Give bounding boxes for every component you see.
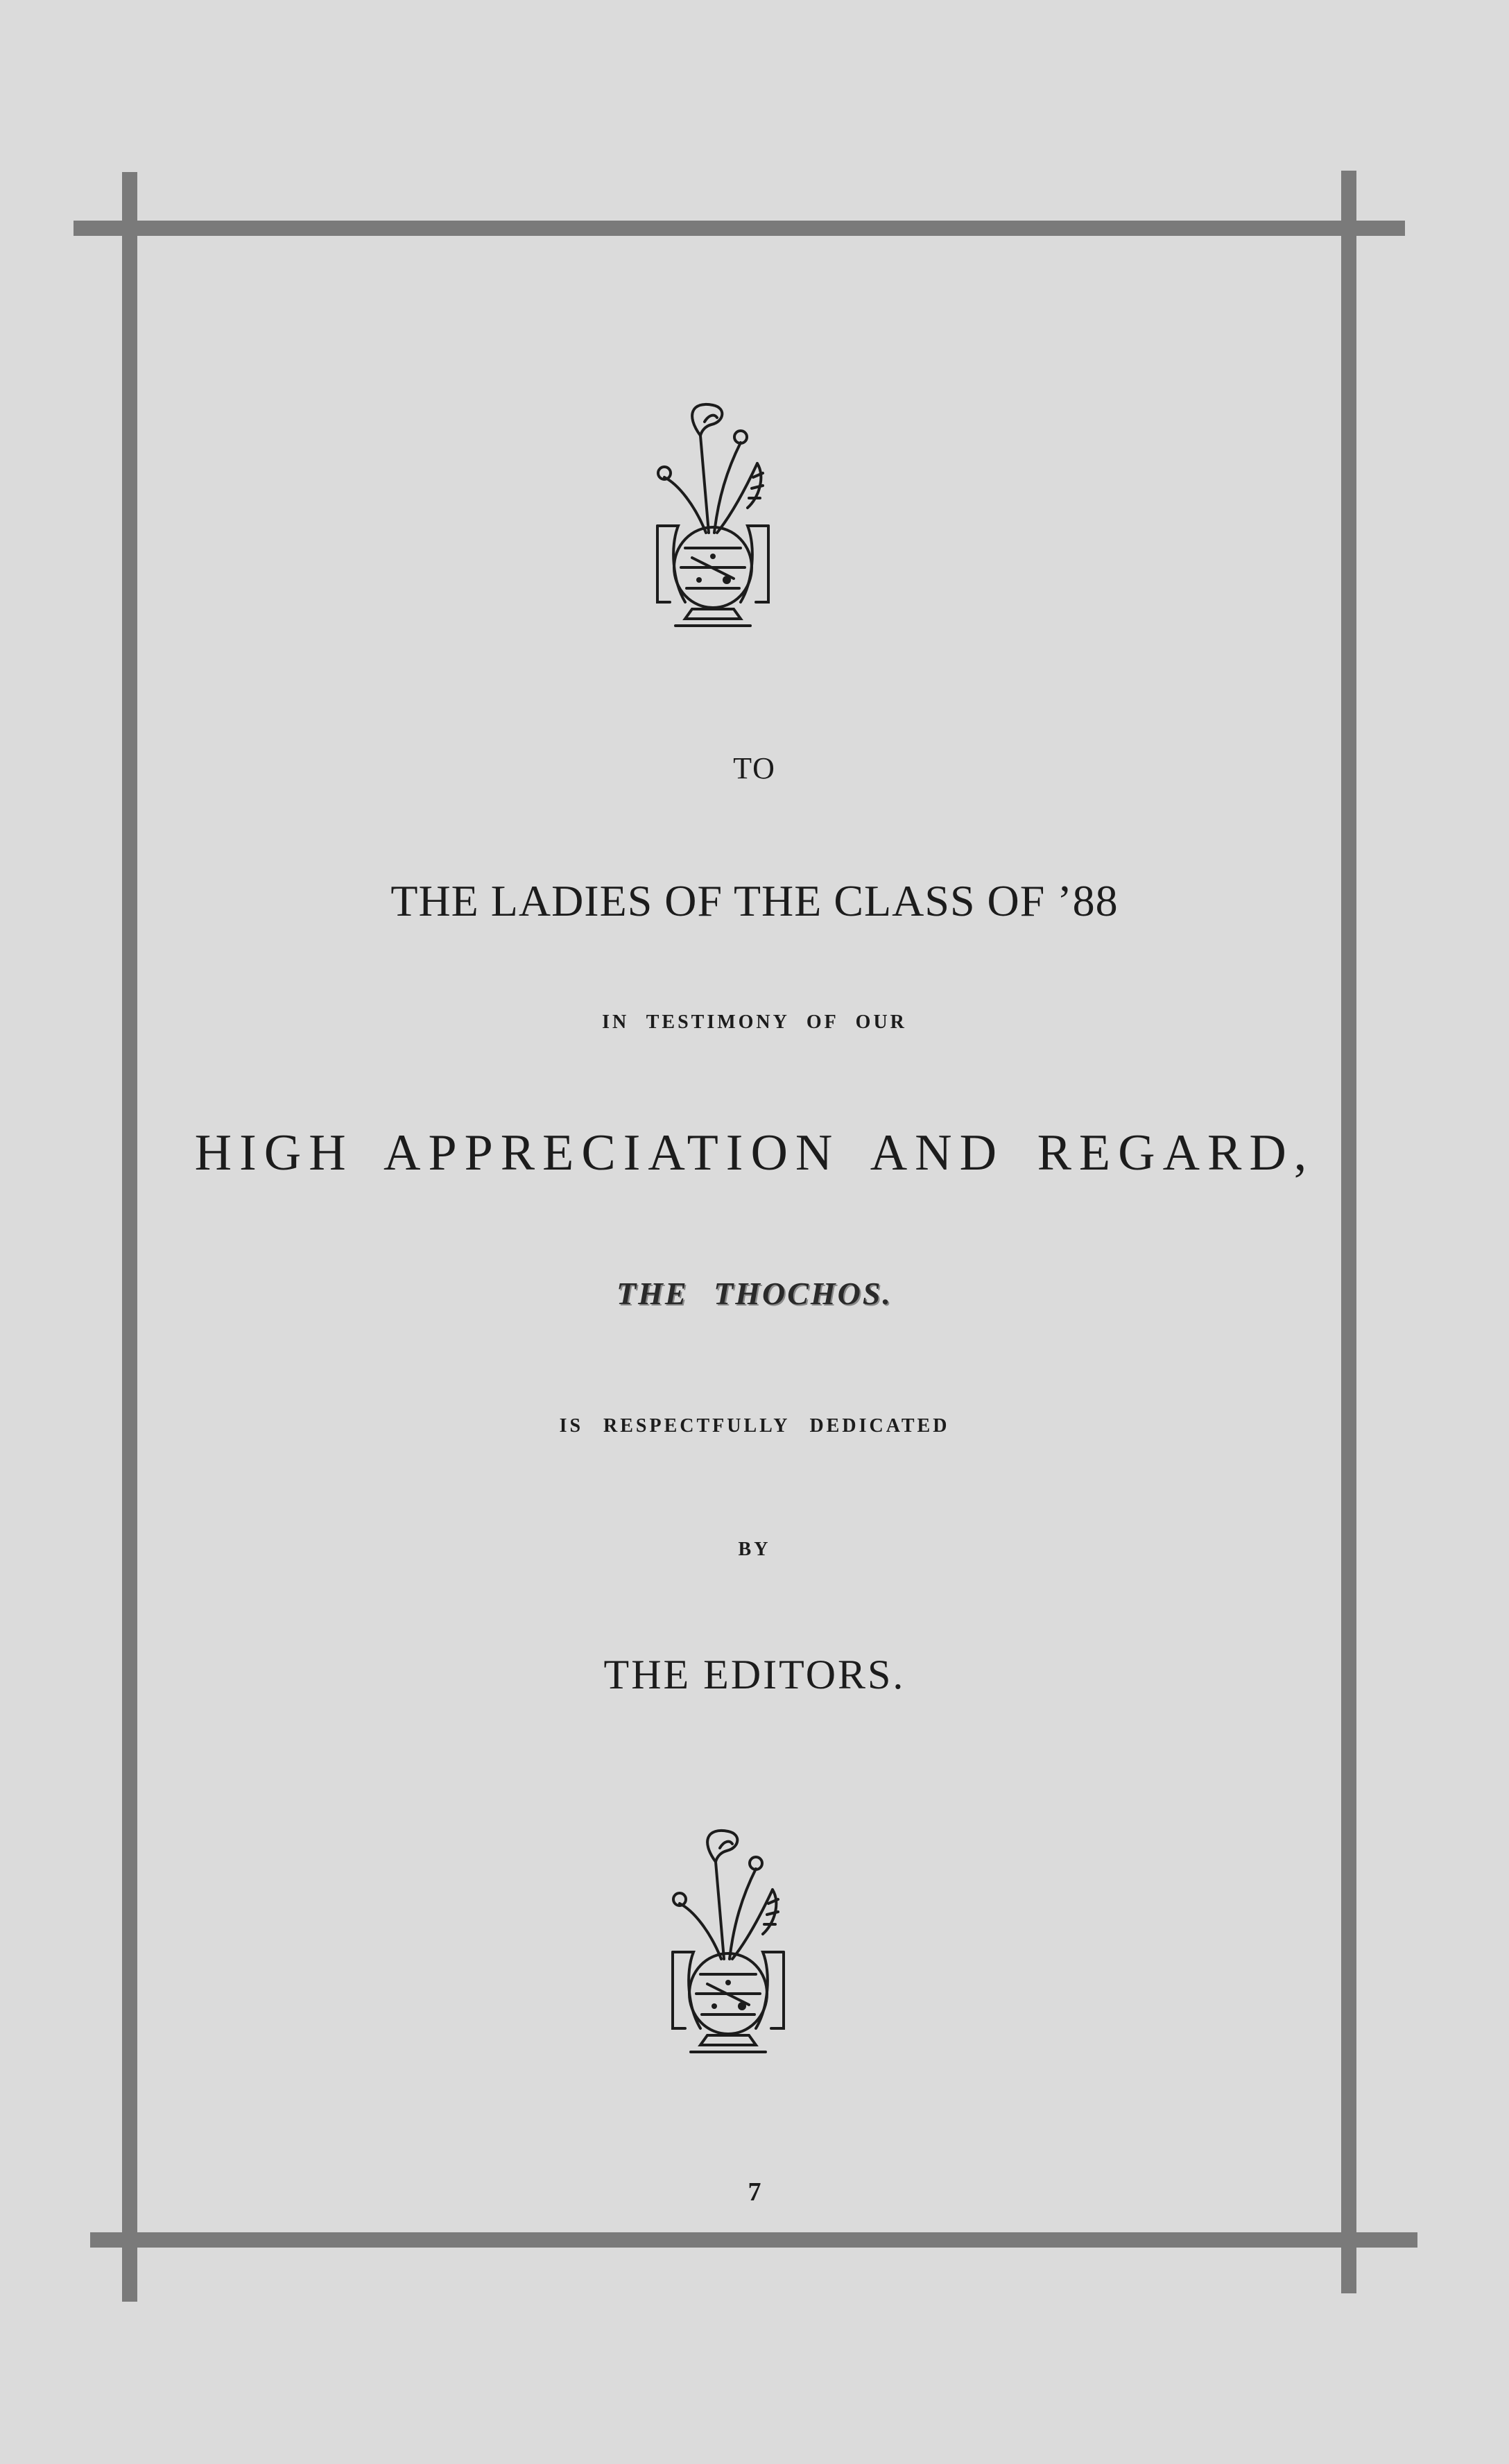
dedication-respectfully: IS RESPECTFULLY DEDICATED (559, 1415, 950, 1437)
dedication-appreciation: HIGH APPRECIATION AND REGARD, (194, 1124, 1315, 1181)
dedication-testimony: IN TESTIMONY OF OUR (602, 1011, 907, 1033)
page-number: 7 (748, 2178, 761, 2207)
flower-vase-icon (652, 1820, 804, 2070)
dedication-editors: THE EDITORS. (603, 1652, 906, 1697)
flower-vase-icon (637, 394, 789, 644)
border-rule-top (74, 221, 1405, 236)
border-rule-left (122, 172, 137, 2302)
dedication-ladies: THE LADIES OF THE CLASS OF ’88 (390, 876, 1119, 925)
border-rule-right (1341, 171, 1356, 2293)
dedication-by: BY (738, 1539, 771, 1560)
border-rule-bottom (90, 2232, 1417, 2248)
publication-title: THE THOCHOS. (616, 1276, 893, 1311)
dedication-to: TO (733, 751, 776, 785)
